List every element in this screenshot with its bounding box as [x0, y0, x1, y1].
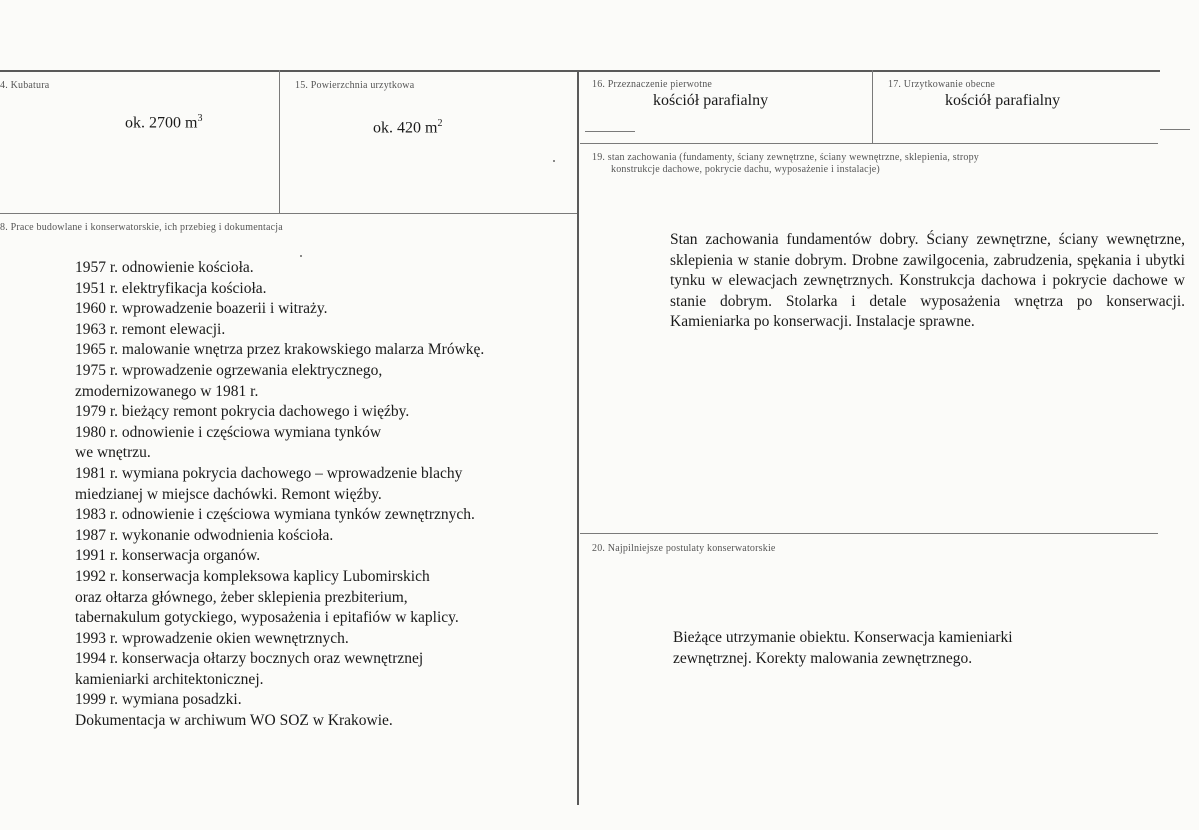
rule-short-17: [1160, 129, 1190, 130]
prace-line: 1992 r. konserwacja kompleksowa kaplicy Lubomirskich: [75, 567, 430, 585]
prace-line: 1951 r. elektryfikacja kościoła.: [75, 279, 267, 297]
speck: [300, 255, 302, 257]
prace-line: 1979 r. bieżący remont pokrycia dachowego i więźby.: [75, 403, 410, 421]
divider-main: [577, 70, 579, 805]
kubatura-unit-exponent: 3: [197, 113, 203, 124]
rule-short-16: [585, 131, 635, 132]
kubatura-label: 4. Kubatura: [0, 80, 50, 91]
prace-line: kamieniarki architektonicznej.: [75, 670, 264, 688]
postulaty-line: Bieżące utrzymanie obiektu. Konserwacja kamieniarki: [673, 629, 1013, 646]
rule-mid-left: [0, 213, 578, 214]
prace-line: 1999 r. wymiana posadzki.: [75, 691, 242, 709]
postulaty-line: zewnętrznej. Korekty malowania zewnętrznego.: [673, 649, 973, 667]
kubatura-value: [125, 113, 202, 132]
prace-line: 1975 r. wprowadzenie ogrzewania elektrycznego,: [75, 361, 383, 379]
powierzchnia-value-text: ok. 420 m: [373, 119, 438, 137]
speck: [553, 160, 555, 162]
uzytkowanie-label: 17. Urzytkowanie obecne: [888, 79, 996, 90]
powierzchnia-label: 15. Powierzchnia urzytkowa: [295, 80, 415, 91]
prace-line: 1960 r. wprowadzenie boazerii i witraży.: [75, 300, 328, 318]
stan-text: Stan zachowania fundamentów dobry. Ściany zewnętrzne, ściany wewnętrzne, sklepienia w stanie dobrym. Drobne zawilgocenia, zabrudzenia, spękania i ubytki tynku w elewacjach zewnętrznych. Konstrukcja dachowa i pokrycie dachowe w stanie dobrym. Stolarka i detale wyposażenia wnętrza po konserwacji. Kamieniarka po konserwacji. Instalacje sprawne.: [670, 231, 1185, 331]
top-rule: [0, 70, 1160, 72]
prace-line: 1991 r. konserwacja organów.: [75, 547, 261, 565]
prace-label: 8. Prace budowlane i konserwatorskie, ich przebieg i dokumentacja: [0, 222, 283, 233]
przeznaczenie-label: 16. Przeznaczenie pierwotne: [592, 79, 713, 90]
prace-line: 1994 r. konserwacja ołtarzy bocznych oraz wewnętrznej: [75, 650, 424, 668]
prace-line: 1980 r. odnowienie i częściowa wymiana tynków: [75, 423, 382, 441]
powierzchnia-unit-exponent: 2: [437, 118, 443, 129]
stan-label-line2: konstrukcje dachowe, pokrycie dachu, wyposażenie i instalacje): [611, 164, 880, 175]
przeznaczenie-value: kościół parafialny: [653, 92, 769, 109]
prace-line: miedzianej w miejsce dachówki. Remont więźby.: [75, 485, 382, 503]
rule-postulaty: [580, 533, 1158, 534]
prace-line: 1963 r. remont elewacji.: [75, 320, 226, 338]
prace-line: 1965 r. malowanie wnętrza przez krakowskiego malarza Mrówkę.: [75, 341, 485, 359]
prace-line: 1957 r. odnowienie kościoła.: [75, 259, 254, 276]
prace-line: 1981 r. wymiana pokrycia dachowego – wprowadzenie blachy: [75, 464, 463, 482]
prace-line: tabernakulum gotyckiego, wyposażenia i epitafiów w kaplicy.: [75, 609, 459, 627]
postulaty-list: [673, 628, 1143, 669]
prace-line: 1987 r. wykonanie odwodnienia kościoła.: [75, 526, 334, 544]
prace-line: Dokumentacja w archiwum WO SOZ w Krakowie.: [75, 712, 393, 730]
prace-list: [75, 258, 555, 732]
prace-line: we wnętrzu.: [75, 444, 151, 462]
rule-stan: [580, 143, 1158, 144]
stan-label-line1: 19. stan zachowania (fundamenty, ściany zewnętrzne, ściany wewnętrzne, sklepienia, stropy: [592, 152, 980, 163]
prace-line: oraz ołtarza głównego, żeber sklepienia prezbiterium,: [75, 588, 408, 606]
kubatura-value-text: ok. 2700 m: [125, 114, 198, 132]
uzytkowanie-value: kościół parafialny: [945, 92, 1061, 109]
divider-16-17: [872, 70, 873, 143]
postulaty-label: 20. Najpilniejsze postulaty konserwatorskie: [592, 543, 776, 554]
prace-line: 1993 r. wprowadzenie okien wewnętrznych.: [75, 629, 349, 647]
divider-14-15: [279, 70, 280, 213]
powierzchnia-value: [373, 118, 442, 137]
prace-line: zmodernizowanego w 1981 r.: [75, 382, 259, 400]
prace-line: 1983 r. odnowienie i częściowa wymiana tynków zewnętrznych.: [75, 506, 475, 524]
